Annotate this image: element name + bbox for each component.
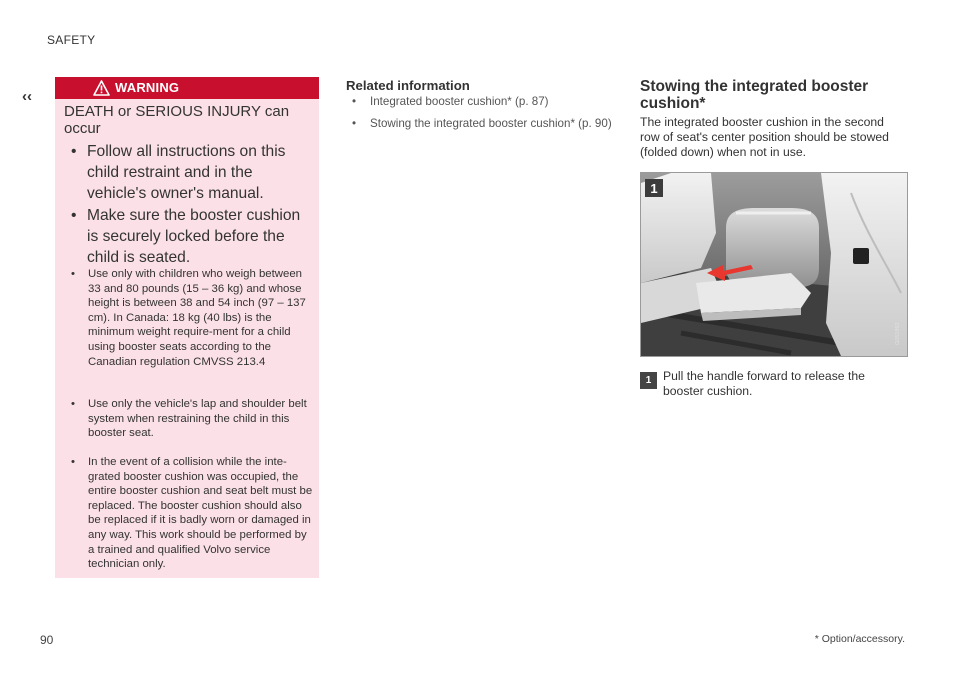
warning-box <box>55 77 319 578</box>
warning-minor-bullet <box>64 397 314 441</box>
warning-triangle-icon <box>93 80 110 96</box>
bullet-icon: • <box>71 143 77 160</box>
section-title: Stowing the integrated booster cushion* <box>640 78 869 112</box>
related-link-text[interactable]: Integrated booster cushion* (p. 87) <box>370 95 549 108</box>
footnote: * Option/accessory. <box>814 633 905 645</box>
related-link[interactable] <box>346 117 615 132</box>
figure-callout-label: 1 <box>650 181 658 196</box>
warning-minor-bullet <box>64 455 314 572</box>
warning-heading: DEATH or SERIOUS INJURY can occur <box>64 103 290 137</box>
page-number: 90 <box>40 633 54 647</box>
related-information-heading: Related information <box>346 78 470 93</box>
section-intro: The integrated booster cushion in the second row of seat's center position should be stowed (folded down) when not in use. <box>640 115 889 160</box>
warning-major-bullet-text: Follow all instructions on this child restraint and in the vehicle's owner's manual. <box>87 143 286 202</box>
bullet-icon: • <box>71 456 75 468</box>
callout-number-badge: 1 <box>640 372 657 389</box>
callout-text: Pull the handle forward to release the booster cushion. <box>663 369 865 399</box>
continued-marker-icon: ‹‹ <box>22 88 32 105</box>
figure-code: G051992 <box>895 322 901 345</box>
bullet-icon: • <box>71 207 77 224</box>
bullet-icon: • <box>352 117 357 130</box>
warning-title-bar <box>55 77 319 99</box>
warning-major-bullet-text: Make sure the booster cushion is securely locked before the child is seated. <box>87 207 301 266</box>
section-header: SAFETY <box>47 33 96 47</box>
booster-cushion-illustration <box>640 172 908 357</box>
bullet-icon: • <box>71 268 75 280</box>
warning-major-bullet <box>64 205 314 268</box>
warning-minor-bullet-text: Use only the vehicle's lap and shoulder belt system when restraining the child in this booster seat. <box>88 398 307 440</box>
bullet-icon: • <box>352 95 357 108</box>
warning-major-bullet <box>64 141 314 204</box>
related-link[interactable] <box>346 95 615 110</box>
warning-minor-bullet <box>64 267 314 369</box>
related-link-text[interactable]: Stowing the integrated booster cushion* (p. 90) <box>370 117 612 130</box>
warning-minor-bullet-text: Use only with children who weigh between 33 and 80 pounds (15 – 36 kg) and whose height is between 38 and 54 inch (97 – 137 cm). In Canada: 18 kg (40 lbs) is the minimum weight require-ment for a child using booster seats according to the Canadian regulation CMVSS 213.4 <box>88 268 306 368</box>
warning-title: WARNING <box>115 80 180 95</box>
bullet-icon: • <box>71 398 75 410</box>
warning-minor-bullet-text: In the event of a collision while the inte-grated booster cushion was occupied, the entire booster cushion and seat belt must be replaced. The booster cushion should also be replaced if it is badly worn or damaged in any way. This work should be performed by a trained and qualified Volvo service technician only. <box>88 456 313 571</box>
